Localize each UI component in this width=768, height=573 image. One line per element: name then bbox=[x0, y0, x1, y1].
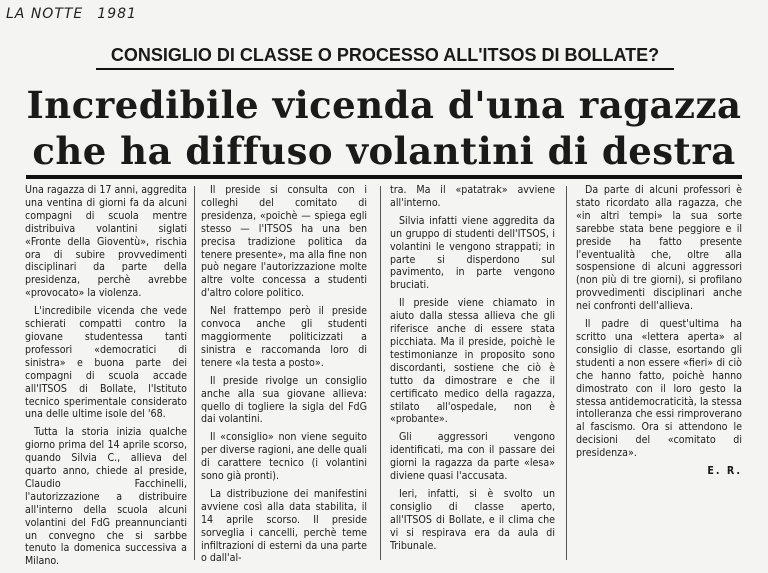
paragraph: Tutta la storia inizia qualche giorno prima del 14 aprile scorso, quando Silvia C., allieva del quarto anno, chiede al preside, Claudio Facchinelli, l'autorizzazione a distribuire all'interno della scuola alcuni volantini del FdG preannuncianti un convegno che si sarbbe tenuto la domenica successiva a Milano. bbox=[25, 426, 187, 568]
paragraph: La distribuzione dei manifestini avviene così alla data stabilita, il 14 aprile scorso. Il preside sorveglia i cancelli, perchè teme infiltrazioni di esterni da una parte o dall'al- bbox=[201, 487, 367, 565]
paragraph: Ieri, infatti, si è svolto un consiglio di classe aperto, all'ITSOS di Bollate, e il clima che vi si respirava era da aula di Tribunale. bbox=[390, 487, 555, 552]
headline-rule bbox=[26, 175, 742, 179]
headline-line-1: Incredibile vicenda d'una ragazza bbox=[26, 83, 742, 127]
paragraph: Una ragazza di 17 anni, aggredita una ventina di giorni fa da alcuni compagni di scuola mentre distribuiva volantini siglati «Fronte della Gioventù», rischia ora di subire provvedimenti disciplinari da parte della presidenza, perchè avrebbe «provocato» la violenza. bbox=[25, 184, 187, 300]
kicker-headline: CONSIGLIO DI CLASSE O PROCESSO ALL'ITSOS DI BOLLATE? bbox=[96, 45, 674, 70]
article-column-1 bbox=[25, 184, 187, 573]
paragraph: Da parte di alcuni professori è stato ricordato alla ragazza, che «in altri tempi» la sua sorte sarebbe stata bene peggiore e il preside ha fatto presente l'eventualità che, oltre alla sospensione di alcuni aggressori (non più di tre giorni), si profilano provvedimenti disciplinari anche nei confronti dell'allieva. bbox=[576, 184, 742, 313]
article-column-2 bbox=[201, 184, 367, 570]
article-column-4 bbox=[576, 184, 742, 483]
main-headline bbox=[24, 82, 744, 174]
paragraph: Gli aggressori vengono identificati, ma con il passare dei giorni la ragazza da parte «lesa» diviene quasi l'accusata. bbox=[390, 431, 555, 483]
paragraph: Il «consiglio» non viene seguito per diverse ragioni, ane delle quali di carattere tecnico (i volantini sono già pronti). bbox=[201, 431, 367, 483]
paragraph: Il padre di quest'ultima ha scritto una «lettera aperta» al consiglio di classe, esortando gli studenti a non essere «fieri» di ciò che hanno fatto, poichè hanno dimostrato con il loro gesto la stessa antidemocraticità, la stessa intolleranza che essi rimproverano al fascismo. Ora si attendono le decisioni del «comitato di presidenza». bbox=[576, 318, 742, 460]
paragraph: Silvia infatti viene aggredita da un gruppo di studenti dell'ITSOS, i volantini le vengono strappati; in parte si disperdono sul pavimento, in parte vengono bruciati. bbox=[390, 214, 555, 292]
publication-year: 1981 bbox=[97, 6, 137, 22]
headline-line-2: che ha diffuso volantini di destra bbox=[32, 129, 736, 173]
paragraph: L'incredibile vicenda che vede schierati compatti contro la giovane studentessa tanti professori «democratici di sinistra» e buona parte dei compagni di scuola accade all'ITSOS di Bollate, l'Istituto tecnico sperimentale considerato una delle ultime isole del '68. bbox=[25, 305, 187, 421]
article-column-3 bbox=[390, 184, 555, 557]
column-divider bbox=[380, 186, 381, 560]
author-signature: E. R. bbox=[707, 465, 742, 478]
paragraph: Il preside viene chiamato in aiuto dalla stessa allieva che gli riferisce anche di essere stata picchiata. Ma il preside, poichè le testimonianze in proposito sono discordanti, sostiene che ciò è tutto da dimostrare e che il certificato medico della ragazza, stilato all'ospedale, non è «probante». bbox=[390, 297, 555, 426]
column-divider bbox=[194, 186, 195, 560]
paragraph: Nel frattempo però il preside convoca anche gli studenti maggiormente politicizzati a sinistra e raccomanda loro di tenere «la testa a posto». bbox=[201, 305, 367, 369]
publication-name: LA NOTTE bbox=[6, 6, 84, 22]
paragraph: Il preside rivolge un consiglio anche alla sua giovane allieva: quello di togliere la sigla del FdG dai volantini. bbox=[201, 374, 367, 426]
paragraph: Il preside si consulta con i colleghi del comitato di presidenza, «poichè — spiega egli stesso — l'ITSOS ha una ben precisa tradizione politica da tenere presente», ma alla fine non può negare l'autorizzazione molte altre volte concessa a studenti d'altro colore politico. bbox=[201, 184, 367, 300]
paragraph: tra. Ma il «patatrak» avviene all'interno. bbox=[390, 184, 555, 209]
handwritten-source-note bbox=[6, 6, 137, 22]
column-divider bbox=[566, 186, 567, 560]
